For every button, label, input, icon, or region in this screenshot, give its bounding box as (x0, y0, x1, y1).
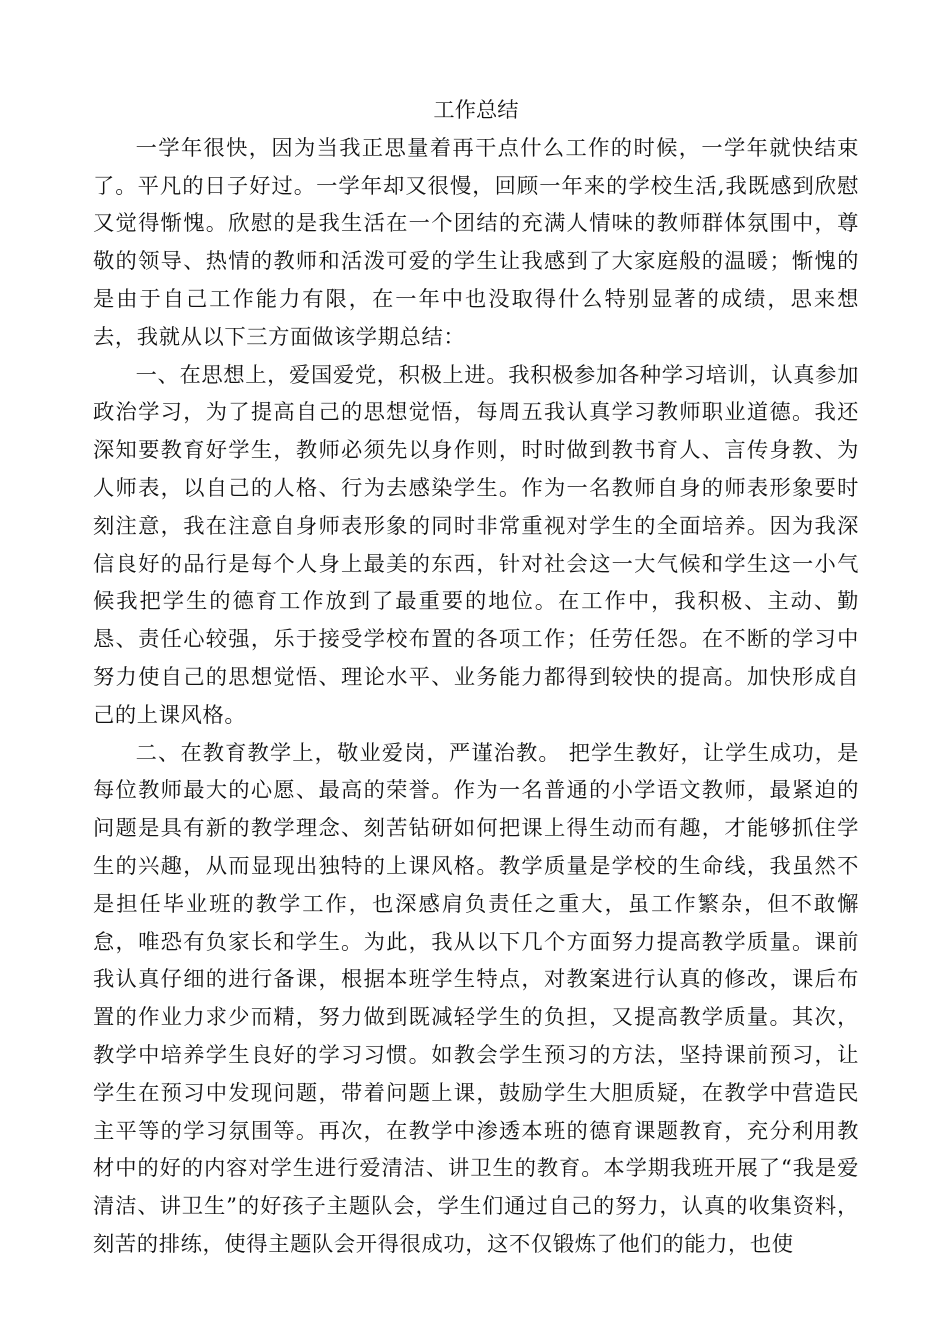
paragraph-intro: 一学年很快，因为当我正思量着再干点什么工作的时候，一学年就快结束了。平凡的日子好过。一学年却又很慢，回顾一年来的学校生活,我既感到欣慰又觉得惭愧。欣慰的是我生活在一个团结的充满人情味的教师群体氛围中，尊敬的领导、热情的教师和活泼可爱的学生让我感到了大家庭般的温暖；惭愧的是由于自己工作能力有限，在一年中也没取得什么特别显著的成绩，思来想去，我就从以下三方面做该学期总结： (93, 135, 859, 350)
paragraph-teaching: 二、在教育教学上，敬业爱岗，严谨治教。 把学生教好，让学生成功，是每位教师最大的心愿、最高的荣誉。作为一名普通的小学语文教师，最紧迫的问题是具有新的教学理念、刻苦钻研如何把课上得生动而有趣，才能够抓住学生的兴趣，从而显现出独特的上课风格。教学质量是学校的生命线，我虽然不是担任毕业班的教学工作，也深感肩负责任之重大，虽工作繁杂，但不敢懈怠，唯恐有负家长和学生。为此，我从以下几个方面努力提高教学质量。课前我认真仔细的进行备课，根据本班学生特点，对教案进行认真的修改，课后布置的作业力求少而精，努力做到既减轻学生的负担，又提高教学质量。其次，教学中培养学生良好的学习习惯。如教会学生预习的方法，坚持课前预习，让学生在预习中发现问题，带着问题上课，鼓励学生大胆质疑，在教学中营造民主平等的学习氛围等。再次，在教学中渗透本班的德育课题教育，充分利用教材中的好的内容对学生进行爱清洁、讲卫生的教育。本学期我班开展了“我是爱清洁、讲卫生”的好孩子主题队会，学生们通过自己的努力，认真的收集资料，刻苦的排练，使得主题队会开得很成功，这不仅锻炼了他们的能力，也使 (93, 740, 859, 1257)
paragraph-ideology: 一、在思想上，爱国爱党，积极上进。我积极参加各种学习培训，认真参加政治学习，为了提高自己的思想觉悟，每周五我认真学习教师职业道德。我还深知要教育好学生，教师必须先以身作则，时时做到教书育人、言传身教、为人师表，以自己的人格、行为去感染学生。作为一名教师自身的师表形象要时刻注意，我在注意自身师表形象的同时非常重视对学生的全面培养。因为我深信良好的品行是每个人身上最美的东西，针对社会这一大气候和学生这一小气候我把学生的德育工作放到了最重要的地位。在工作中，我积极、主动、勤恳、责任心较强，乐于接受学校布置的各项工作；任劳任怨。在不断的学习中努力使自己的思想觉悟、理论水平、业务能力都得到较快的提高。加快形成自己的上课风格。 (93, 362, 859, 728)
document-title: 工作总结 (433, 98, 519, 123)
document-page (93, 92, 859, 1264)
